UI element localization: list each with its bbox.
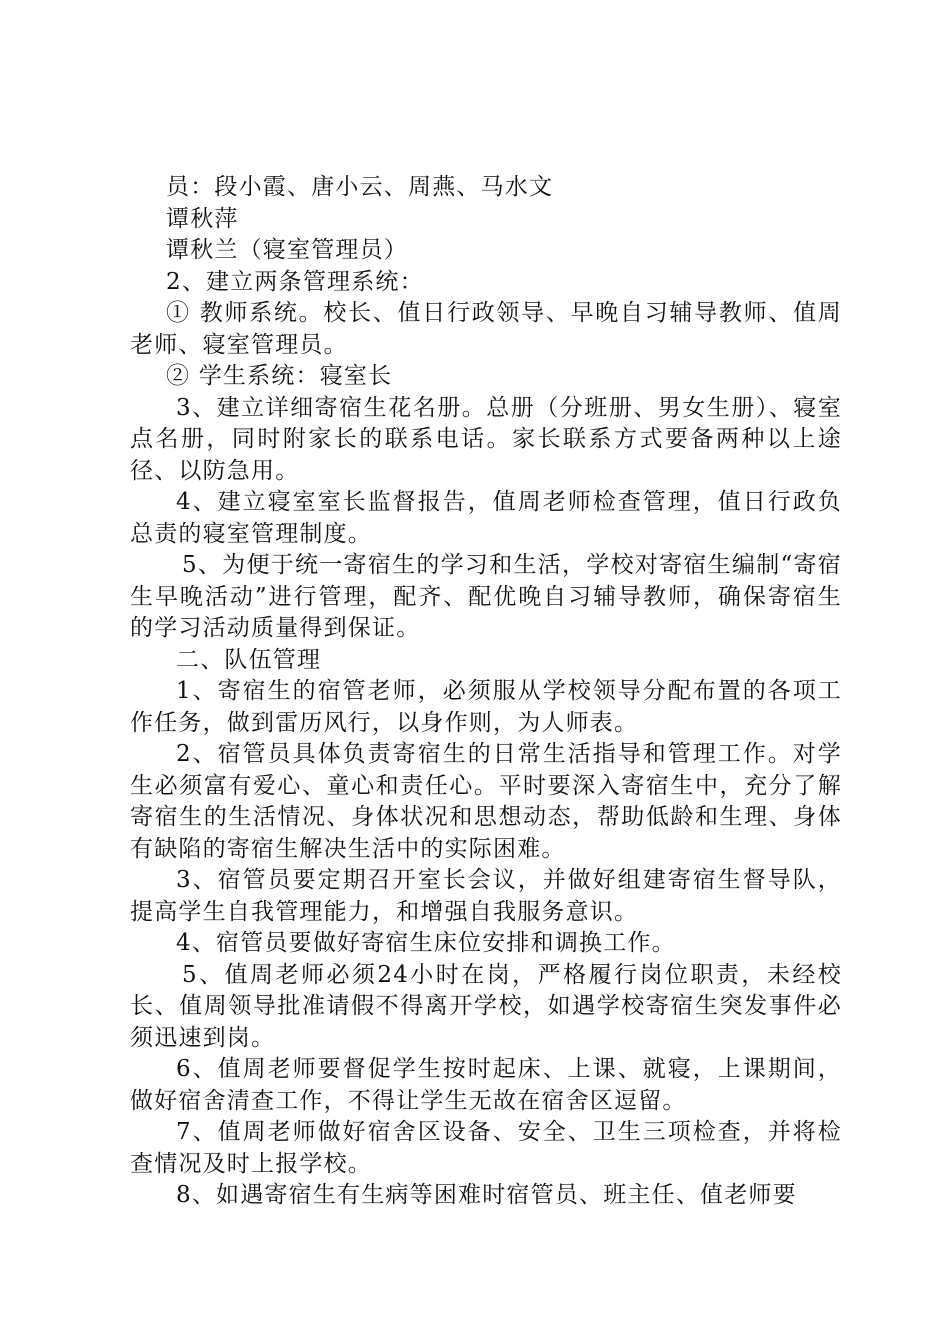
section-item: 4、建立寝室室长监督报告，值周老师检查管理，值日行政负总责的寝室管理制度。 xyxy=(130,489,842,547)
section-item: 6、值周老师要督促学生按时起床、上课、就寝，上课期间，做好宿舍清查工作，不得让学生无故在宿舍区逗留。 xyxy=(130,1056,842,1114)
student-system-item: ② 学生系统：寝室长 xyxy=(166,363,393,389)
section-item: 4、宿管员要做好寄宿生床位安排和调换工作。 xyxy=(176,930,676,956)
section-item: 3、宿管员要定期召开室长会议，并做好组建寄宿生督导队，提高学生自我管理能力，和增强自我服务意识。 xyxy=(130,867,842,925)
section-item: 5、为便于统一寄宿生的学习和生活，学校对寄宿生编制“寄宿生早晚活动”进行管理，配齐、配优晚自习辅导教师，确保寄宿生的学习活动质量得到保证。 xyxy=(130,552,842,641)
section-item: 8、如遇寄宿生有生病等困难时宿管员、班主任、值老师要 xyxy=(176,1182,797,1208)
staff-list-line: 员：段小霞、唐小云、周燕、马水文 xyxy=(166,174,554,200)
section-item: 1、寄宿生的宿管老师，必须服从学校领导分配布置的各项工作任务，做到雷历风行，以身作则，为人师表。 xyxy=(130,678,842,736)
section-heading: 二、队伍管理 xyxy=(176,646,322,673)
section-item: 3、建立详细寄宿生花名册。总册（分班册、男女生册）、寝室点名册，同时附家长的联系电话。家长联系方式要备两种以上途径、以防急用。 xyxy=(130,394,842,484)
staff-name-line: 谭秋兰（寝室管理员） xyxy=(166,237,408,263)
section-item: 2、宿管员具体负责寄宿生的日常生活指导和管理工作。对学生必须富有爱心、童心和责任心。平时要深入寄宿生中，充分了解寄宿生的生活情况、身体状况和思想动态，帮助低龄和生理、身体有缺陷的寄宿生解决生活中的实际困难。 xyxy=(130,741,842,862)
section-item: 5、值周老师必须24小时在岗，严格履行岗位职责，未经校长、值周领导批准请假不得离开学校，如遇学校寄宿生突发事件必须迅速到岗。 xyxy=(130,961,842,1051)
section-item: 2、建立两条管理系统： xyxy=(166,268,424,295)
document-body xyxy=(130,172,842,1212)
section-item: 7、值周老师做好宿舍区设备、安全、卫生三项检查，并将检查情况及时上报学校。 xyxy=(130,1119,842,1177)
staff-name-line: 谭秋萍 xyxy=(166,205,239,232)
teacher-system-item: ① 教师系统。校长、值日行政领导、早晚自习辅导教师、值周老师、寝室管理员。 xyxy=(130,300,842,358)
